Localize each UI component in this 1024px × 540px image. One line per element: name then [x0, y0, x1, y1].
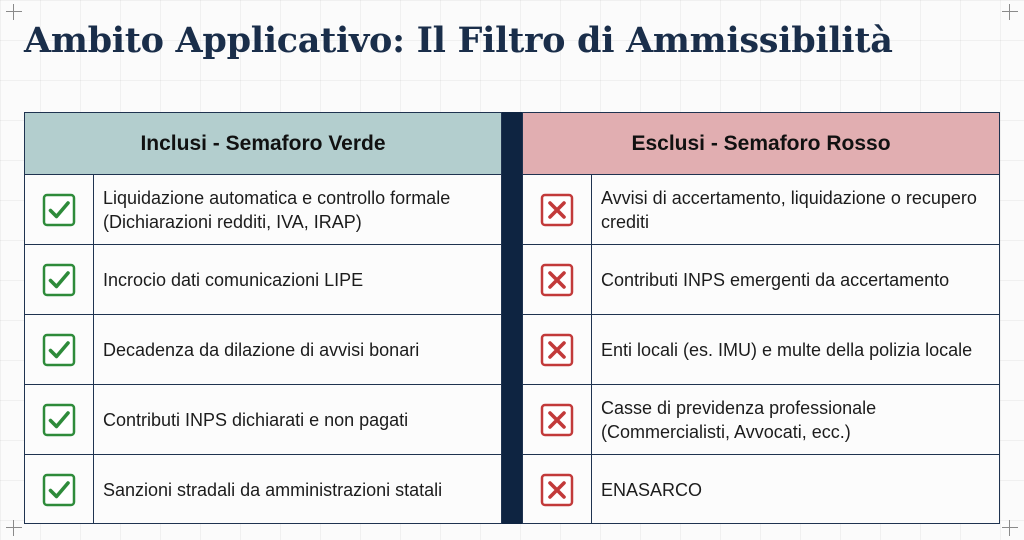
included-row — [25, 245, 501, 315]
included-item-text: Contributi INPS dichiarati e non pagati — [103, 409, 409, 430]
check-box-icon — [42, 333, 76, 367]
excluded-row — [523, 175, 999, 245]
cross-box-icon — [540, 473, 574, 507]
check-box-icon — [42, 263, 76, 297]
cross-box-icon — [540, 403, 574, 437]
included-item-text: Sanzioni stradali da amministrazioni statali — [103, 479, 443, 500]
cross-box-icon — [540, 263, 574, 297]
page-title: Ambito Applicativo: Il Filtro di Ammissibilità — [24, 20, 893, 61]
corner-crop-mark-bottom-right — [1002, 520, 1018, 536]
corner-crop-mark-bottom-left — [6, 520, 22, 536]
excluded-row — [523, 385, 999, 455]
excluded-item-text: Casse di previdenza professionale (Commercialisti, Avvocati, ecc.) — [601, 397, 877, 442]
corner-crop-mark-top-right — [1002, 4, 1018, 20]
included-row — [25, 455, 501, 524]
admissibility-table — [24, 112, 1000, 524]
check-box-icon — [42, 473, 76, 507]
column-divider — [502, 112, 522, 524]
cross-box-icon — [540, 193, 574, 227]
included-panel — [24, 112, 502, 524]
corner-crop-mark-top-left — [6, 4, 22, 20]
excluded-item-text: Contributi INPS emergenti da accertamento — [601, 269, 950, 290]
excluded-header: Esclusi - Semaforo Rosso — [523, 113, 999, 175]
excluded-row — [523, 455, 999, 524]
included-row — [25, 385, 501, 455]
included-item-text: Liquidazione automatica e controllo formale (Dichiarazioni redditi, IVA, IRAP) — [103, 187, 451, 232]
included-header: Inclusi - Semaforo Verde — [25, 113, 501, 175]
cross-box-icon — [540, 333, 574, 367]
included-row — [25, 315, 501, 385]
excluded-item-text: Enti locali (es. IMU) e multe della polizia locale — [601, 339, 973, 360]
included-item-text: Incrocio dati comunicazioni LIPE — [103, 269, 364, 290]
excluded-item-text: ENASARCO — [601, 479, 703, 500]
excluded-row — [523, 315, 999, 385]
excluded-row — [523, 245, 999, 315]
excluded-panel — [522, 112, 1000, 524]
included-row — [25, 175, 501, 245]
excluded-item-text: Avvisi di accertamento, liquidazione o recupero crediti — [601, 187, 977, 232]
check-box-icon — [42, 193, 76, 227]
check-box-icon — [42, 403, 76, 437]
included-item-text: Decadenza da dilazione di avvisi bonari — [103, 339, 420, 360]
